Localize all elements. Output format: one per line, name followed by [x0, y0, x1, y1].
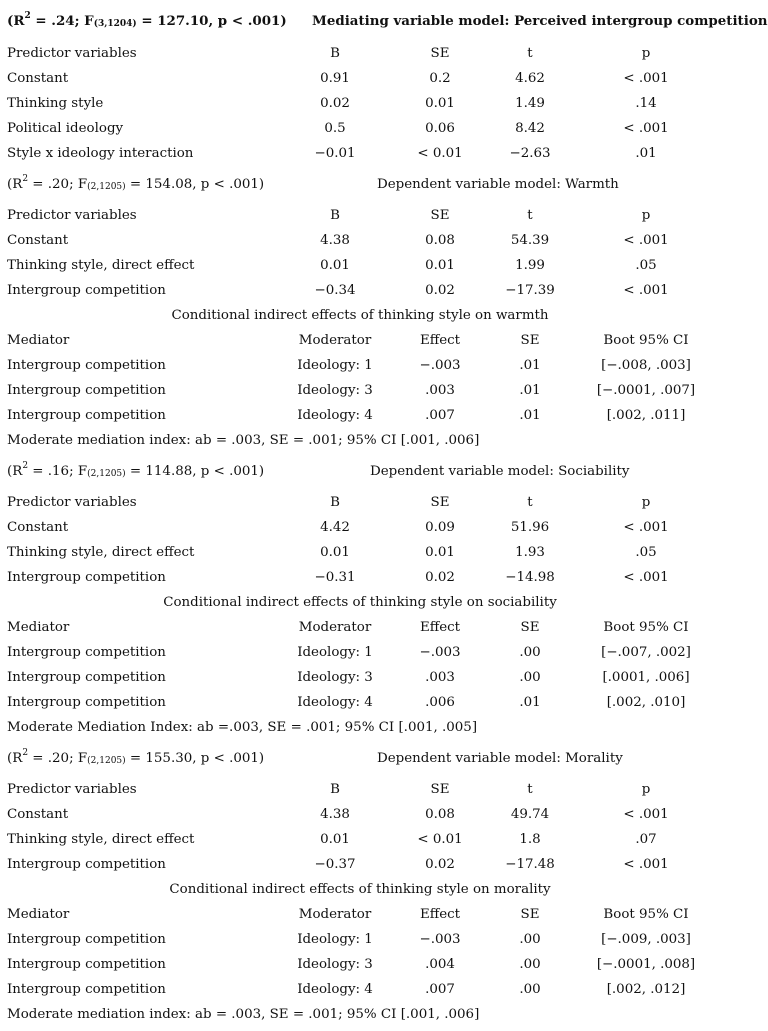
mediator-cell: Intergroup competition [7, 645, 166, 660]
predictor-cell: Constant [7, 807, 69, 822]
p-cell: < .001 [623, 857, 669, 872]
warmth-indirect-title: Conditional indirect effects of thinking style on warmth [171, 308, 549, 323]
table-row [0, 852, 720, 877]
ci-cell: [−.008, .003] [601, 358, 691, 373]
predictor-cell: Thinking style, direct effect [7, 545, 195, 560]
table-row [0, 927, 720, 952]
column-header: p [641, 782, 651, 797]
se-cell: 0.06 [425, 121, 455, 136]
column-header: SE [520, 907, 540, 922]
b-cell: −0.31 [314, 570, 356, 585]
column-header: Effect [419, 333, 461, 348]
column-header: SE [430, 208, 450, 223]
p-cell: < .001 [623, 121, 669, 136]
p-cell: .05 [635, 258, 657, 273]
t-cell: −14.98 [505, 570, 555, 585]
se-cell: .01 [519, 383, 541, 398]
predictor-cell: Constant [7, 71, 69, 86]
warmth-model-stats: ($R^2 = .20$; $F_{(2,1205)} = 154.08$, p < .001) [7, 174, 265, 192]
mediator-model-title: Mediating variable model: Perceived intergroup competition [312, 13, 768, 29]
b-cell: 0.5 [324, 121, 346, 136]
t-cell: −17.39 [505, 283, 555, 298]
b-cell: 0.02 [320, 96, 350, 111]
mediation-index: Moderate mediation index: ab = .003, SE = .001; 95% CI [.001, .006] [7, 433, 480, 448]
table-row [0, 565, 720, 590]
table-row [0, 353, 720, 378]
morality-model-header [0, 746, 720, 771]
se-cell: .00 [519, 957, 541, 972]
sociability-indirect-title-row [0, 590, 720, 615]
mediator-cell: Intergroup competition [7, 358, 166, 373]
se-cell: 0.09 [425, 520, 455, 535]
predictor-cell: Political ideology [7, 121, 124, 136]
se-cell: .00 [519, 670, 541, 685]
se-cell: 0.2 [429, 71, 451, 86]
t-cell: 49.74 [510, 807, 550, 822]
column-header: Boot 95% CI [603, 620, 689, 635]
mediator-cell: Intergroup competition [7, 408, 166, 423]
se-cell: .01 [519, 408, 541, 423]
morality-indirect-title-row [0, 877, 720, 902]
table-row [0, 515, 720, 540]
warmth-header-row [0, 203, 720, 228]
mediator-model-header [0, 6, 768, 36]
p-cell: .01 [635, 146, 657, 161]
mediator-header-row [0, 41, 720, 66]
t-cell: −17.48 [505, 857, 555, 872]
mediator-cell: Intergroup competition [7, 982, 166, 997]
ci-cell: [.0001, .006] [602, 670, 690, 685]
b-cell: −0.34 [314, 283, 356, 298]
moderator-cell: Ideology: 3 [297, 383, 373, 398]
table-row [0, 278, 720, 303]
morality-indirect-header-row [0, 902, 720, 927]
se-cell: < 0.01 [417, 832, 463, 847]
se-cell: 0.01 [425, 258, 455, 273]
column-header: Moderator [298, 620, 372, 635]
ci-cell: [−.0001, .008] [596, 957, 696, 972]
se-cell: 0.08 [425, 233, 455, 248]
predictor-cell: Thinking style, direct effect [7, 832, 195, 847]
p-cell: < .001 [623, 570, 669, 585]
p-cell: < .001 [623, 520, 669, 535]
moderator-cell: Ideology: 1 [297, 645, 373, 660]
sociability-model-header [0, 459, 720, 484]
effect-cell: .003 [425, 383, 455, 398]
t-cell: 54.39 [510, 233, 550, 248]
column-header: SE [430, 46, 450, 61]
se-cell: 0.02 [425, 857, 455, 872]
se-cell: 0.01 [425, 96, 455, 111]
ci-cell: [−.009, .003] [601, 932, 691, 947]
table-row [0, 690, 720, 715]
t-cell: 1.99 [515, 258, 545, 273]
b-cell: 0.01 [320, 545, 350, 560]
column-header: p [641, 495, 651, 510]
se-cell: .00 [519, 645, 541, 660]
effect-cell: −.003 [419, 645, 461, 660]
predictor-cell: Constant [7, 233, 69, 248]
moderator-cell: Ideology: 4 [297, 408, 373, 423]
sociability-indirect-title: Conditional indirect effects of thinking style on sociability [163, 595, 557, 610]
effect-cell: .003 [425, 670, 455, 685]
se-cell: .00 [519, 982, 541, 997]
b-cell: 0.01 [320, 832, 350, 847]
moderator-cell: Ideology: 4 [297, 982, 373, 997]
column-header: Boot 95% CI [603, 907, 689, 922]
b-cell: 4.42 [320, 520, 350, 535]
column-header: B [330, 46, 340, 61]
column-header: Mediator [7, 907, 70, 922]
morality-header-row [0, 777, 720, 802]
column-header: Effect [419, 620, 461, 635]
se-cell: .01 [519, 358, 541, 373]
b-cell: −0.37 [314, 857, 356, 872]
table-row [0, 91, 720, 116]
column-header: Moderator [298, 333, 372, 348]
predictor-cell: Style x ideology interaction [7, 146, 194, 161]
se-cell: < 0.01 [417, 146, 463, 161]
p-cell: .07 [635, 832, 657, 847]
table-row [0, 540, 720, 565]
ci-cell: [.002, .011] [606, 408, 686, 423]
t-cell: 8.42 [515, 121, 545, 136]
b-cell: 4.38 [320, 233, 350, 248]
ci-cell: [.002, .010] [606, 695, 686, 710]
predictor-cell: Thinking style [7, 96, 104, 111]
mediator-cell: Intergroup competition [7, 670, 166, 685]
table-row [0, 378, 720, 403]
p-cell: < .001 [623, 233, 669, 248]
table-row [0, 228, 720, 253]
table-row [0, 116, 720, 141]
warmth-model-title: Dependent variable model: Warmth [377, 177, 619, 192]
column-header: B [330, 782, 340, 797]
column-header: Predictor variables [7, 208, 137, 223]
se-cell: .00 [519, 932, 541, 947]
b-cell: −0.01 [314, 146, 356, 161]
sociability-indirect-header-row [0, 615, 720, 640]
column-header: Predictor variables [7, 46, 137, 61]
table-row [0, 66, 720, 91]
column-header: Predictor variables [7, 495, 137, 510]
p-cell: < .001 [623, 807, 669, 822]
column-header: Moderator [298, 907, 372, 922]
mediator-model-stats: ($R^2 = .24$; $F_{(3,1204)} = 127.10$, p < .001) [7, 11, 287, 29]
column-header: B [330, 208, 340, 223]
p-cell: < .001 [623, 283, 669, 298]
column-header: Effect [419, 907, 461, 922]
column-header: p [641, 46, 651, 61]
moderator-cell: Ideology: 1 [297, 932, 373, 947]
table-row [0, 403, 720, 428]
p-cell: < .001 [623, 71, 669, 86]
table-row [0, 253, 720, 278]
t-cell: 51.96 [510, 520, 550, 535]
column-header: SE [520, 620, 540, 635]
effect-cell: .007 [425, 408, 455, 423]
effect-cell: .007 [425, 982, 455, 997]
mediator-cell: Intergroup competition [7, 957, 166, 972]
se-cell: 0.02 [425, 570, 455, 585]
morality-index-row [0, 1002, 720, 1027]
moderator-cell: Ideology: 3 [297, 670, 373, 685]
warmth-indirect-header-row [0, 328, 720, 353]
sociability-model-title: Dependent variable model: Sociability [370, 464, 630, 479]
column-header: t [527, 495, 533, 510]
t-cell: 4.62 [515, 71, 545, 86]
morality-indirect-title: Conditional indirect effects of thinking style on morality [169, 882, 551, 897]
warmth-index-row [0, 428, 720, 453]
sociability-model-stats: ($R^2 = .16$; $F_{(2,1205)} = 114.88$, p < .001) [7, 461, 265, 479]
b-cell: 0.01 [320, 258, 350, 273]
column-header: SE [430, 782, 450, 797]
t-cell: 1.49 [515, 96, 545, 111]
se-cell: .01 [519, 695, 541, 710]
table-row [0, 640, 720, 665]
predictor-cell: Intergroup competition [7, 857, 166, 872]
column-header: Predictor variables [7, 782, 137, 797]
effect-cell: .006 [425, 695, 455, 710]
column-header: Mediator [7, 333, 70, 348]
predictor-cell: Intergroup competition [7, 570, 166, 585]
se-cell: 0.01 [425, 545, 455, 560]
column-header: t [527, 782, 533, 797]
effect-cell: −.003 [419, 358, 461, 373]
p-cell: .05 [635, 545, 657, 560]
t-cell: 1.93 [515, 545, 545, 560]
b-cell: 4.38 [320, 807, 350, 822]
mediation-index: Moderate mediation index: ab = .003, SE = .001; 95% CI [.001, .006] [7, 1007, 480, 1022]
column-header: B [330, 495, 340, 510]
mediator-cell: Intergroup competition [7, 932, 166, 947]
moderator-cell: Ideology: 1 [297, 358, 373, 373]
predictor-cell: Constant [7, 520, 69, 535]
column-header: t [527, 208, 533, 223]
column-header: p [641, 208, 651, 223]
ci-cell: [−.007, .002] [601, 645, 691, 660]
sociability-header-row [0, 490, 720, 515]
morality-model-stats: ($R^2 = .20$; $F_{(2,1205)} = 155.30$, p < .001) [7, 748, 265, 766]
ci-cell: [.002, .012] [606, 982, 686, 997]
column-header: Boot 95% CI [603, 333, 689, 348]
predictor-cell: Intergroup competition [7, 283, 166, 298]
mediation-index: Moderate Mediation Index: ab =.003, SE = .001; 95% CI [.001, .005] [7, 720, 478, 735]
table-row [0, 952, 720, 977]
morality-model-title: Dependent variable model: Morality [377, 751, 623, 766]
mediator-cell: Intergroup competition [7, 695, 166, 710]
b-cell: 0.91 [320, 71, 350, 86]
column-header: t [527, 46, 533, 61]
column-header: Mediator [7, 620, 70, 635]
ci-cell: [−.0001, .007] [596, 383, 696, 398]
column-header: SE [430, 495, 450, 510]
se-cell: 0.02 [425, 283, 455, 298]
table-row [0, 802, 720, 827]
predictor-cell: Thinking style, direct effect [7, 258, 195, 273]
p-cell: .14 [635, 96, 657, 111]
table-row [0, 141, 720, 166]
warmth-indirect-title-row [0, 303, 720, 328]
moderator-cell: Ideology: 4 [297, 695, 373, 710]
warmth-model-header [0, 172, 720, 197]
table-row [0, 665, 720, 690]
se-cell: 0.08 [425, 807, 455, 822]
sociability-index-row [0, 715, 720, 740]
effect-cell: −.003 [419, 932, 461, 947]
mediator-cell: Intergroup competition [7, 383, 166, 398]
moderator-cell: Ideology: 3 [297, 957, 373, 972]
t-cell: 1.8 [519, 832, 541, 847]
effect-cell: .004 [425, 957, 455, 972]
column-header: SE [520, 333, 540, 348]
table-row [0, 977, 720, 1002]
table-row [0, 827, 720, 852]
t-cell: −2.63 [509, 146, 551, 161]
